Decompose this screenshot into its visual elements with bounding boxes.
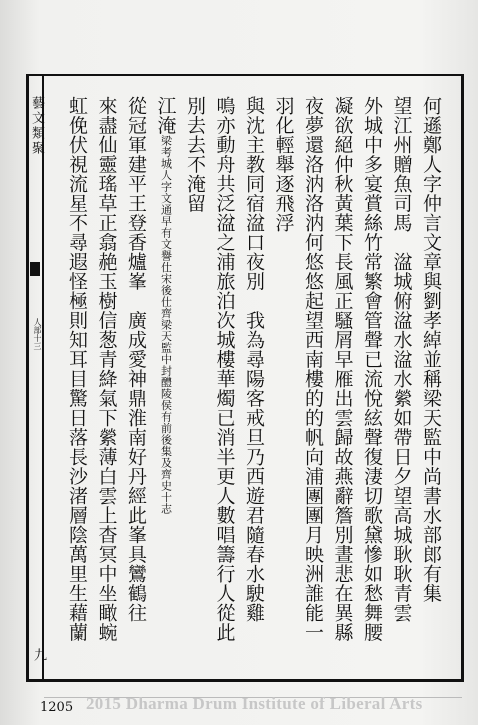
- text-column: [302, 96, 324, 668]
- text-column: [155, 96, 177, 668]
- text-column: [125, 96, 147, 668]
- column-text: 羽化輕舉逐飛浮: [272, 96, 295, 233]
- text-column: [332, 96, 354, 668]
- spine-border: [26, 74, 44, 682]
- column-text: 望江州贈魚司馬 湓城俯湓水湓水縈如帶日夕望高城耿耿青雲: [390, 96, 413, 623]
- column-text: 鳴亦動舟共泛湓之浦旅泊次城樓華燭已消半更人數唱籌行人從此: [213, 96, 236, 642]
- column-text: 江淹梁考城人字文通早有文譽仕宋後仕齊梁天監中封醴陵侯有前後集及齊史十志: [155, 96, 177, 668]
- column-text: 從冠軍建平王登香爐峯 廣成愛神鼎淮南好丹經此峯具鸞鶴往: [125, 96, 147, 623]
- spine-title: 藝文類聚: [29, 96, 44, 156]
- text-column: [243, 96, 265, 668]
- column-text: 別去去不淹留: [184, 96, 206, 213]
- text-column: [391, 96, 413, 668]
- text-column: [96, 96, 118, 668]
- column-text: 何遜鄭人字仲言文章與劉孝綽並稱梁天監中尚書水部郎有集: [420, 96, 442, 603]
- column-note: 梁考城人字文通早有文譽仕宋後仕齊梁天監中封醴陵侯有前後集及齊史十志: [159, 135, 173, 515]
- text-column: [361, 96, 383, 668]
- text-column: [66, 96, 88, 668]
- text-column: [420, 96, 442, 668]
- page-number: 1205: [40, 700, 74, 715]
- text-column: [273, 96, 295, 668]
- spine-block-mark: [30, 262, 40, 276]
- column-text: 虹俛伏視流星不尋遐怪極則知耳目驚日落長沙渚層陰萬里生藉蘭: [66, 96, 88, 642]
- spine-subsection: 人部十三: [33, 318, 42, 350]
- watermark: 2015 Dharma Drum Institute of Liberal Arts: [86, 694, 423, 713]
- spine-page-mark: 九: [31, 648, 46, 661]
- text-column: [214, 96, 236, 668]
- column-text: 夜夢還洛汭洛汭何悠悠起望西南樓的的帆向浦團團月映洲誰能一: [302, 96, 324, 642]
- column-text: 凝欲絕仲秋黃葉下長風正騷屑早雁出雲歸故燕辭簷別晝悲在異縣: [331, 96, 354, 642]
- column-text: 外城中多宴賞絲竹常繁會管聲已流悅絃聲復淒切歌黛慘如愁舞腰: [361, 96, 383, 642]
- column-text: 與沈主教同宿湓口夜別 我為尋陽客戒旦乃西遊君隨春水駛雞: [243, 96, 265, 623]
- column-text: 來盡仙靈瑤草正翕赩玉樹信葱青絳氣下縈薄白雲上杳冥中坐瞰蜿: [95, 96, 118, 642]
- text-column: [184, 96, 206, 668]
